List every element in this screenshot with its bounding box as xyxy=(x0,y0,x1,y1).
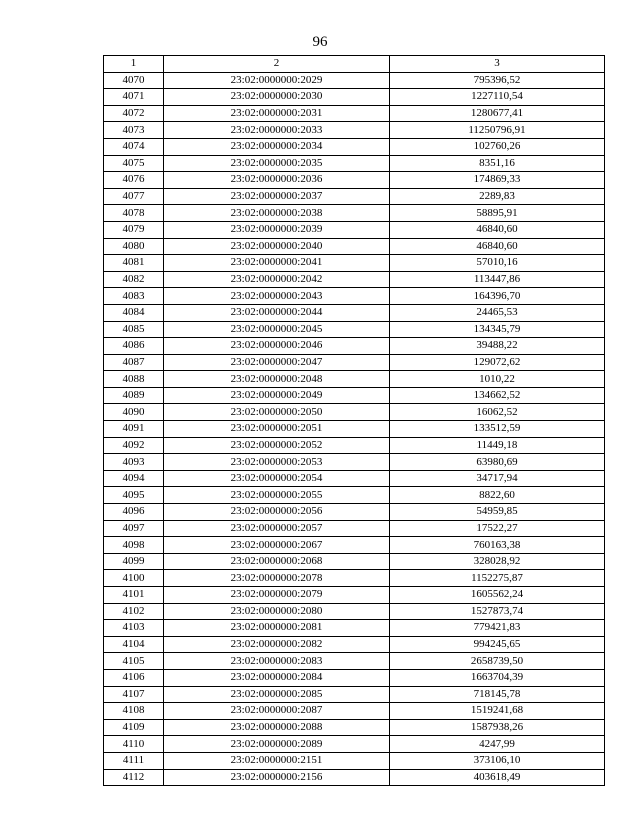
row-number-cell: 4087 xyxy=(104,354,164,371)
cadastral-number-cell: 23:02:0000000:2082 xyxy=(164,636,390,653)
table-row xyxy=(104,255,605,272)
cadastral-number-cell: 23:02:0000000:2156 xyxy=(164,769,390,786)
cadastral-number-cell: 23:02:0000000:2054 xyxy=(164,470,390,487)
table-row xyxy=(104,603,605,620)
table-row xyxy=(104,172,605,189)
cadastral-number-cell: 23:02:0000000:2151 xyxy=(164,752,390,769)
cadastral-number-cell: 23:02:0000000:2084 xyxy=(164,669,390,686)
cadastral-number-cell: 23:02:0000000:2046 xyxy=(164,338,390,355)
cadastral-number-cell: 23:02:0000000:2088 xyxy=(164,719,390,736)
table-row xyxy=(104,89,605,106)
row-number-cell: 4099 xyxy=(104,553,164,570)
table-row xyxy=(104,653,605,670)
table-row xyxy=(104,304,605,321)
row-number-cell: 4070 xyxy=(104,72,164,89)
value-cell: 779421,83 xyxy=(390,620,605,637)
value-cell: 1280677,41 xyxy=(390,105,605,122)
cadastral-number-cell: 23:02:0000000:2035 xyxy=(164,155,390,172)
value-cell: 133512,59 xyxy=(390,421,605,438)
value-cell: 1605562,24 xyxy=(390,587,605,604)
column-header-3: 3 xyxy=(390,56,605,73)
cadastral-number-cell: 23:02:0000000:2053 xyxy=(164,454,390,471)
row-number-cell: 4109 xyxy=(104,719,164,736)
row-number-cell: 4092 xyxy=(104,437,164,454)
header-row xyxy=(104,56,605,73)
value-cell: 11250796,91 xyxy=(390,122,605,139)
cadastral-number-cell: 23:02:0000000:2038 xyxy=(164,205,390,222)
value-cell: 2289,83 xyxy=(390,188,605,205)
row-number-cell: 4085 xyxy=(104,321,164,338)
row-number-cell: 4097 xyxy=(104,520,164,537)
table-row xyxy=(104,371,605,388)
table-row xyxy=(104,421,605,438)
value-cell: 795396,52 xyxy=(390,72,605,89)
value-cell: 373106,10 xyxy=(390,752,605,769)
value-cell: 113447,86 xyxy=(390,271,605,288)
value-cell: 17522,27 xyxy=(390,520,605,537)
cadastral-number-cell: 23:02:0000000:2068 xyxy=(164,553,390,570)
table-row xyxy=(104,105,605,122)
cadastral-number-cell: 23:02:0000000:2052 xyxy=(164,437,390,454)
table-row xyxy=(104,338,605,355)
value-cell: 39488,22 xyxy=(390,338,605,355)
table-row xyxy=(104,437,605,454)
value-cell: 403618,49 xyxy=(390,769,605,786)
row-number-cell: 4100 xyxy=(104,570,164,587)
value-cell: 129072,62 xyxy=(390,354,605,371)
cadastral-number-cell: 23:02:0000000:2055 xyxy=(164,487,390,504)
row-number-cell: 4074 xyxy=(104,138,164,155)
cadastral-number-cell: 23:02:0000000:2079 xyxy=(164,587,390,604)
cadastral-number-cell: 23:02:0000000:2031 xyxy=(164,105,390,122)
table-row xyxy=(104,72,605,89)
value-cell: 54959,85 xyxy=(390,504,605,521)
value-cell: 134662,52 xyxy=(390,387,605,404)
row-number-cell: 4077 xyxy=(104,188,164,205)
cadastral-number-cell: 23:02:0000000:2067 xyxy=(164,537,390,554)
table-row xyxy=(104,321,605,338)
row-number-cell: 4080 xyxy=(104,238,164,255)
cadastral-number-cell: 23:02:0000000:2056 xyxy=(164,504,390,521)
table-row xyxy=(104,221,605,238)
value-cell: 11449,18 xyxy=(390,437,605,454)
table-row xyxy=(104,205,605,222)
value-cell: 134345,79 xyxy=(390,321,605,338)
table-row xyxy=(104,238,605,255)
cadastral-number-cell: 23:02:0000000:2030 xyxy=(164,89,390,106)
row-number-cell: 4095 xyxy=(104,487,164,504)
row-number-cell: 4093 xyxy=(104,454,164,471)
row-number-cell: 4088 xyxy=(104,371,164,388)
table-row xyxy=(104,454,605,471)
row-number-cell: 4079 xyxy=(104,221,164,238)
value-cell: 102760,26 xyxy=(390,138,605,155)
row-number-cell: 4086 xyxy=(104,338,164,355)
table-row xyxy=(104,620,605,637)
page-number: 96 xyxy=(312,34,328,50)
row-number-cell: 4101 xyxy=(104,587,164,604)
value-cell: 4247,99 xyxy=(390,736,605,753)
row-number-cell: 4098 xyxy=(104,537,164,554)
cadastral-number-cell: 23:02:0000000:2047 xyxy=(164,354,390,371)
value-cell: 8822,60 xyxy=(390,487,605,504)
value-cell: 174869,33 xyxy=(390,172,605,189)
row-number-cell: 4076 xyxy=(104,172,164,189)
value-cell: 16062,52 xyxy=(390,404,605,421)
table-row xyxy=(104,752,605,769)
table-row xyxy=(104,636,605,653)
table-row xyxy=(104,520,605,537)
row-number-cell: 4082 xyxy=(104,271,164,288)
table-row xyxy=(104,354,605,371)
value-cell: 164396,70 xyxy=(390,288,605,305)
value-cell: 1152275,87 xyxy=(390,570,605,587)
table-row xyxy=(104,470,605,487)
cadastral-number-cell: 23:02:0000000:2045 xyxy=(164,321,390,338)
value-cell: 718145,78 xyxy=(390,686,605,703)
table-row xyxy=(104,537,605,554)
value-cell: 46840,60 xyxy=(390,238,605,255)
row-number-cell: 4103 xyxy=(104,620,164,637)
value-cell: 46840,60 xyxy=(390,221,605,238)
table-row xyxy=(104,769,605,786)
cadastral-number-cell: 23:02:0000000:2029 xyxy=(164,72,390,89)
column-header-2: 2 xyxy=(164,56,390,73)
cadastral-number-cell: 23:02:0000000:2043 xyxy=(164,288,390,305)
row-number-cell: 4096 xyxy=(104,504,164,521)
cadastral-number-cell: 23:02:0000000:2083 xyxy=(164,653,390,670)
row-number-cell: 4105 xyxy=(104,653,164,670)
value-cell: 58895,91 xyxy=(390,205,605,222)
cadastral-number-cell: 23:02:0000000:2040 xyxy=(164,238,390,255)
table-body xyxy=(104,72,605,786)
cadastral-number-cell: 23:02:0000000:2087 xyxy=(164,703,390,720)
cadastral-number-cell: 23:02:0000000:2049 xyxy=(164,387,390,404)
value-cell: 34717,94 xyxy=(390,470,605,487)
value-cell: 57010,16 xyxy=(390,255,605,272)
cadastral-number-cell: 23:02:0000000:2044 xyxy=(164,304,390,321)
value-cell: 1527873,74 xyxy=(390,603,605,620)
cadastral-number-cell: 23:02:0000000:2033 xyxy=(164,122,390,139)
table-row xyxy=(104,587,605,604)
table-row xyxy=(104,271,605,288)
value-cell: 760163,38 xyxy=(390,537,605,554)
value-cell: 8351,16 xyxy=(390,155,605,172)
cadastral-number-cell: 23:02:0000000:2089 xyxy=(164,736,390,753)
table-row xyxy=(104,570,605,587)
row-number-cell: 4094 xyxy=(104,470,164,487)
table-row xyxy=(104,155,605,172)
value-cell: 1587938,26 xyxy=(390,719,605,736)
cadastral-number-cell: 23:02:0000000:2080 xyxy=(164,603,390,620)
cadastral-number-cell: 23:02:0000000:2057 xyxy=(164,520,390,537)
value-cell: 1663704,39 xyxy=(390,669,605,686)
table-row xyxy=(104,188,605,205)
value-cell: 1227110,54 xyxy=(390,89,605,106)
table-row xyxy=(104,504,605,521)
row-number-cell: 4072 xyxy=(104,105,164,122)
table-row xyxy=(104,288,605,305)
row-number-cell: 4108 xyxy=(104,703,164,720)
row-number-cell: 4110 xyxy=(104,736,164,753)
value-cell: 63980,69 xyxy=(390,454,605,471)
table-row xyxy=(104,703,605,720)
column-header-1: 1 xyxy=(104,56,164,73)
row-number-cell: 4081 xyxy=(104,255,164,272)
row-number-cell: 4083 xyxy=(104,288,164,305)
value-cell: 994245,65 xyxy=(390,636,605,653)
row-number-cell: 4084 xyxy=(104,304,164,321)
value-cell: 24465,53 xyxy=(390,304,605,321)
row-number-cell: 4075 xyxy=(104,155,164,172)
cadastral-number-cell: 23:02:0000000:2037 xyxy=(164,188,390,205)
table-row xyxy=(104,553,605,570)
cadastral-number-cell: 23:02:0000000:2051 xyxy=(164,421,390,438)
row-number-cell: 4090 xyxy=(104,404,164,421)
cadastral-number-cell: 23:02:0000000:2078 xyxy=(164,570,390,587)
row-number-cell: 4078 xyxy=(104,205,164,222)
cadastral-number-cell: 23:02:0000000:2034 xyxy=(164,138,390,155)
row-number-cell: 4111 xyxy=(104,752,164,769)
value-cell: 328028,92 xyxy=(390,553,605,570)
row-number-cell: 4107 xyxy=(104,686,164,703)
cadastral-number-cell: 23:02:0000000:2050 xyxy=(164,404,390,421)
cadastral-number-cell: 23:02:0000000:2039 xyxy=(164,221,390,238)
table-row xyxy=(104,736,605,753)
row-number-cell: 4073 xyxy=(104,122,164,139)
cadastral-number-cell: 23:02:0000000:2036 xyxy=(164,172,390,189)
cadastral-number-cell: 23:02:0000000:2042 xyxy=(164,271,390,288)
row-number-cell: 4112 xyxy=(104,769,164,786)
cadastral-number-cell: 23:02:0000000:2041 xyxy=(164,255,390,272)
table-row xyxy=(104,404,605,421)
row-number-cell: 4104 xyxy=(104,636,164,653)
data-table xyxy=(103,55,605,786)
row-number-cell: 4106 xyxy=(104,669,164,686)
value-cell: 2658739,50 xyxy=(390,653,605,670)
table-row xyxy=(104,686,605,703)
table-row xyxy=(104,122,605,139)
table-row xyxy=(104,719,605,736)
table-row xyxy=(104,387,605,404)
value-cell: 1010,22 xyxy=(390,371,605,388)
cadastral-number-cell: 23:02:0000000:2081 xyxy=(164,620,390,637)
row-number-cell: 4102 xyxy=(104,603,164,620)
table-row xyxy=(104,669,605,686)
value-cell: 1519241,68 xyxy=(390,703,605,720)
table-header xyxy=(104,56,605,73)
row-number-cell: 4089 xyxy=(104,387,164,404)
cadastral-number-cell: 23:02:0000000:2048 xyxy=(164,371,390,388)
cadastral-number-cell: 23:02:0000000:2085 xyxy=(164,686,390,703)
row-number-cell: 4071 xyxy=(104,89,164,106)
table-row xyxy=(104,138,605,155)
table-row xyxy=(104,487,605,504)
row-number-cell: 4091 xyxy=(104,421,164,438)
